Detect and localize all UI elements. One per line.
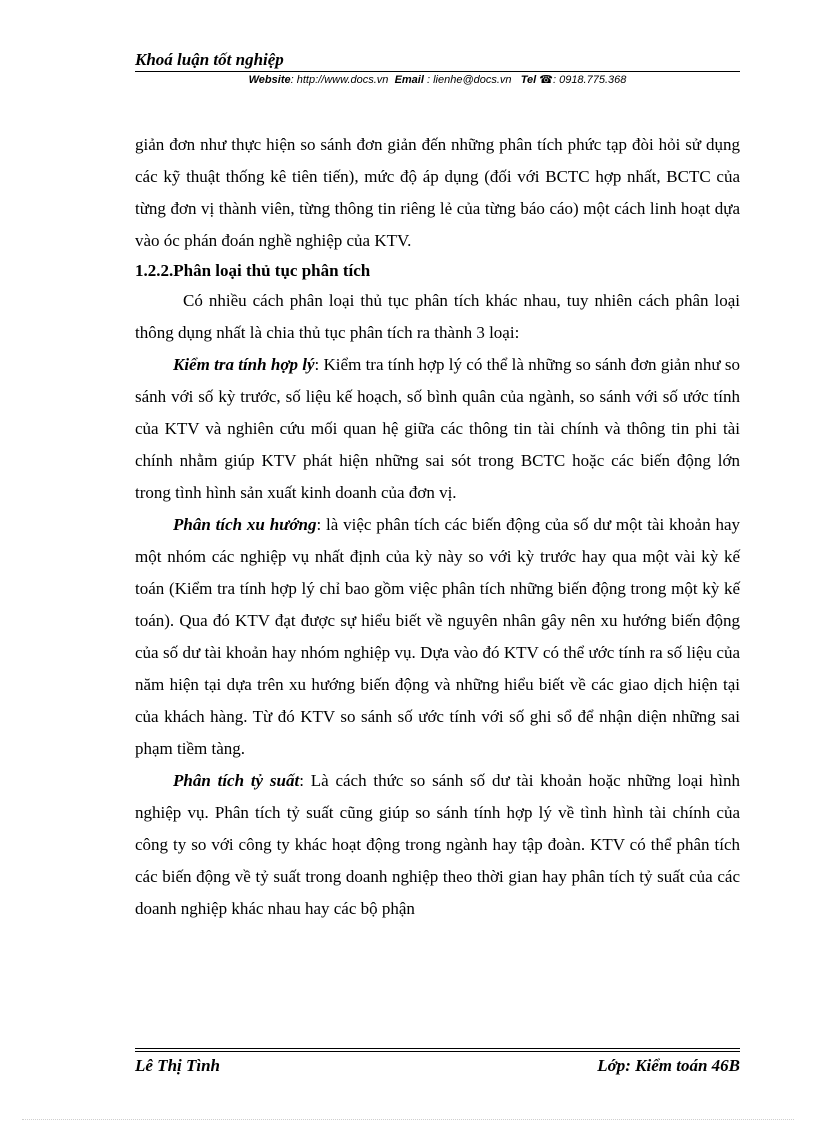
paragraph-ratio: [135, 765, 740, 925]
website-label: Website: [248, 74, 291, 86]
text-reasonableness: : Kiểm tra tính hợp lý có thể là những so sánh đơn giản như so sánh với số kỳ trước, số liệu kế hoạch, số bình quân của ngành, so sánh với số ước tính của KTV và nghiên cứu mối quan hệ giữa các thông tin tài chính và thông tin phi tài chính nhằm giúp KTV phát hiện những sai sót trong BCTC hoặc các biến động lớn trong tình hình sản xuất kinh doanh của đơn vị.: [135, 355, 741, 502]
email-label: Email: [394, 74, 424, 86]
page-edge-divider: [22, 1119, 794, 1120]
page-footer: [135, 1048, 740, 1077]
header-title: Khoá luận tốt nghiệp: [135, 50, 284, 69]
footer-row: [135, 1055, 740, 1077]
phone-icon: ☎: [539, 74, 553, 86]
footer-rule-double: [135, 1051, 740, 1052]
term-trend: Phân tích xu hướng: [173, 515, 317, 534]
tel-value: : 0918.775.368: [552, 74, 627, 86]
document-body: [135, 129, 740, 925]
paragraph-reasonableness: [135, 349, 740, 509]
header-rule: [135, 71, 740, 72]
term-reasonableness: Kiểm tra tính hợp lý: [173, 355, 315, 374]
paragraph-intro: Có nhiều cách phân loại thủ tục phân tích khác nhau, tuy nhiên cách phân loại thông dụng nhất là chia thủ tục phân tích ra thành 3 loại:: [135, 291, 740, 342]
paragraph-trend: [135, 509, 740, 765]
email-value: : lienhe@docs.vn: [423, 74, 512, 86]
page-header: [135, 50, 740, 87]
tel-label: Tel: [520, 74, 537, 86]
paragraph-continuation: giản đơn như thực hiện so sánh đơn giản đến những phân tích phức tạp đòi hỏi sử dụng các kỹ thuật thống kê tiên tiến), mức độ áp dụng (đối với BCTC hợp nhất, BCTC của từng đơn vị thành viên, từng thông tin riêng lẻ của từng báo cáo) một cách linh hoạt dựa vào óc phán đoán nghề nghiệp của KTV.: [135, 135, 740, 250]
text-ratio: : Là cách thức so sánh số dư tài khoản hoặc những loại hình nghiệp vụ. Phân tích tỷ suất cũng giúp so sánh tính hợp lý về tình hình tài chính của công ty so với công ty khác hoạt động trong ngành hay tập đoàn. KTV có thể phân tích các biến động về tỷ suất trong doanh nghiệp theo thời gian hay phân tích tỷ suất của các doanh nghiệp khác nhau hay các bộ phận: [135, 771, 740, 918]
website-value: : http://www.docs.vn: [290, 74, 389, 86]
footer-author: Lê Thị Tình: [135, 1056, 221, 1075]
header-contact: [135, 73, 740, 87]
text-trend: : là việc phân tích các biến động của số dư một tài khoản hay một nhóm các nghiệp vụ nhất định của kỳ này so với kỳ trước hay qua một vài kỳ kế toán (Kiểm tra tính hợp lý chỉ bao gồm việc phân tích những biến động trong một kỳ kế toán). Qua đó KTV đạt được sự hiểu biết về nguyên nhân gây nên xu hướng biến động của số dư tài khoản hay nhóm nghiệp vụ. Dựa vào đó KTV có thể ước tính ra số liệu của năm hiện tại dựa trên xu hướng biến động và những hiểu biết về các giao dịch hiện tại của khách hàng. Từ đó KTV so sánh số ước tính với số ghi sổ để nhận diện những sai phạm tiềm tàng.: [135, 515, 740, 758]
term-ratio: Phân tích tỷ suất: [173, 771, 300, 790]
section-heading: 1.2.2.Phân loại thủ tục phân tích: [135, 261, 371, 280]
footer-class: Lớp: Kiểm toán 46B: [597, 1056, 740, 1075]
footer-rule: [135, 1048, 740, 1049]
